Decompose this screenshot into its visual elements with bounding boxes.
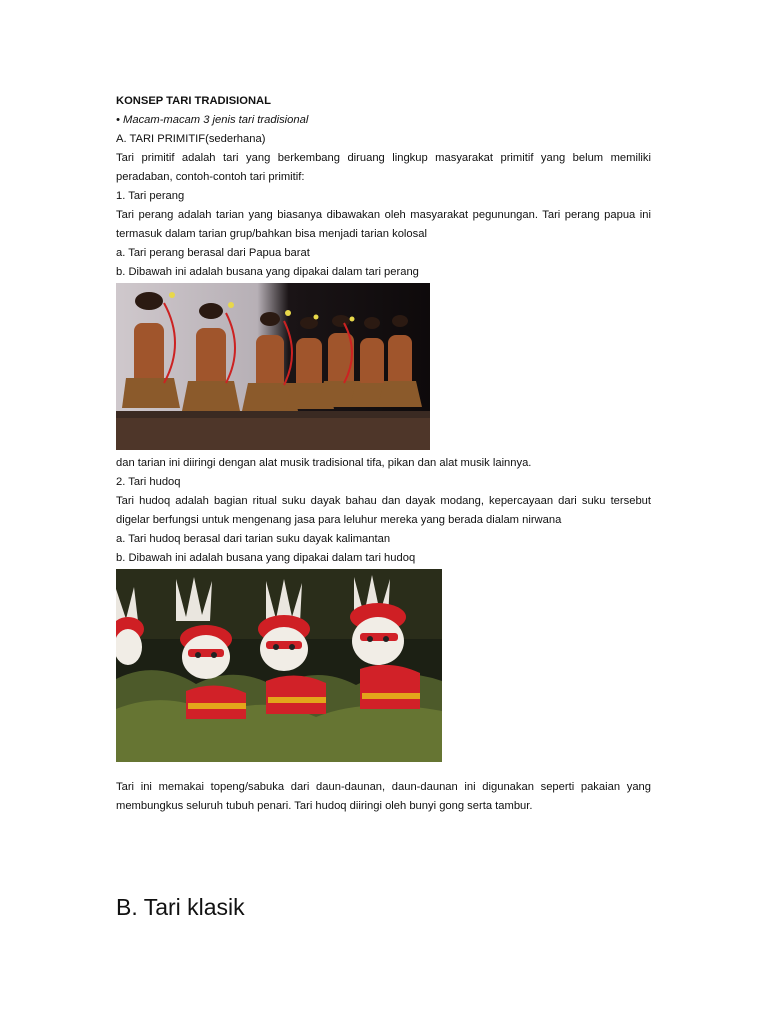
item2-heading: 2. Tari hudoq [116, 476, 181, 488]
item1-description: Tari perang adalah tarian yang biasanya dibawakan oleh masyarakat pegunungan. Tari perang papua ini termasuk dalam tarian grup/bahkan bisa menjadi tarian kolosal [116, 209, 651, 240]
item1-point-b: b. Dibawah ini adalah busana yang dipakai dalam tari perang [116, 266, 419, 278]
item1-after-image: dan tarian ini diiringi dengan alat musik tradisional tifa, pikan dan alat musik lainnya. [116, 457, 532, 469]
section-a-heading: A. TARI PRIMITIF(sederhana) [116, 133, 266, 145]
tari-hudoq-photo [116, 569, 442, 762]
document-title: KONSEP TARI TRADISIONAL [116, 95, 271, 107]
item2-description: Tari hudoq adalah bagian ritual suku dayak bahau dan dayak modang, kepercayaan dari suku tersebut digelar berfungsi untuk mengenang jasa para leluhur mereka yang berada dialam nirwana [116, 495, 651, 526]
item2-point-a: a. Tari hudoq berasal dari tarian suku dayak kalimantan [116, 533, 391, 545]
bullet-line: • Macam-macam 3 jenis tari tradisional [116, 114, 309, 126]
item1-point-a: a. Tari perang berasal dari Papua barat [116, 247, 310, 259]
tari-perang-photo [116, 283, 430, 450]
section-a-intro: Tari primitif adalah tari yang berkembang diruang lingkup masyarakat primitif yang belum memiliki peradaban, contoh-contoh tari primitif: [116, 152, 651, 183]
item2-after-image: Tari ini memakai topeng/sabuka dari daun-daunan, daun-daunan ini digunakan seperti pakaian yang membungkus seluruh tubuh penari. Tari hudoq diiringi oleh bunyi gong serta tambur. [116, 781, 651, 812]
item2-point-b: b. Dibawah ini adalah busana yang dipakai dalam tari hudoq [116, 552, 416, 564]
document-body [116, 92, 651, 816]
item1-heading: 1. Tari perang [116, 190, 185, 202]
section-b-heading: B. Tari klasik [116, 894, 245, 920]
